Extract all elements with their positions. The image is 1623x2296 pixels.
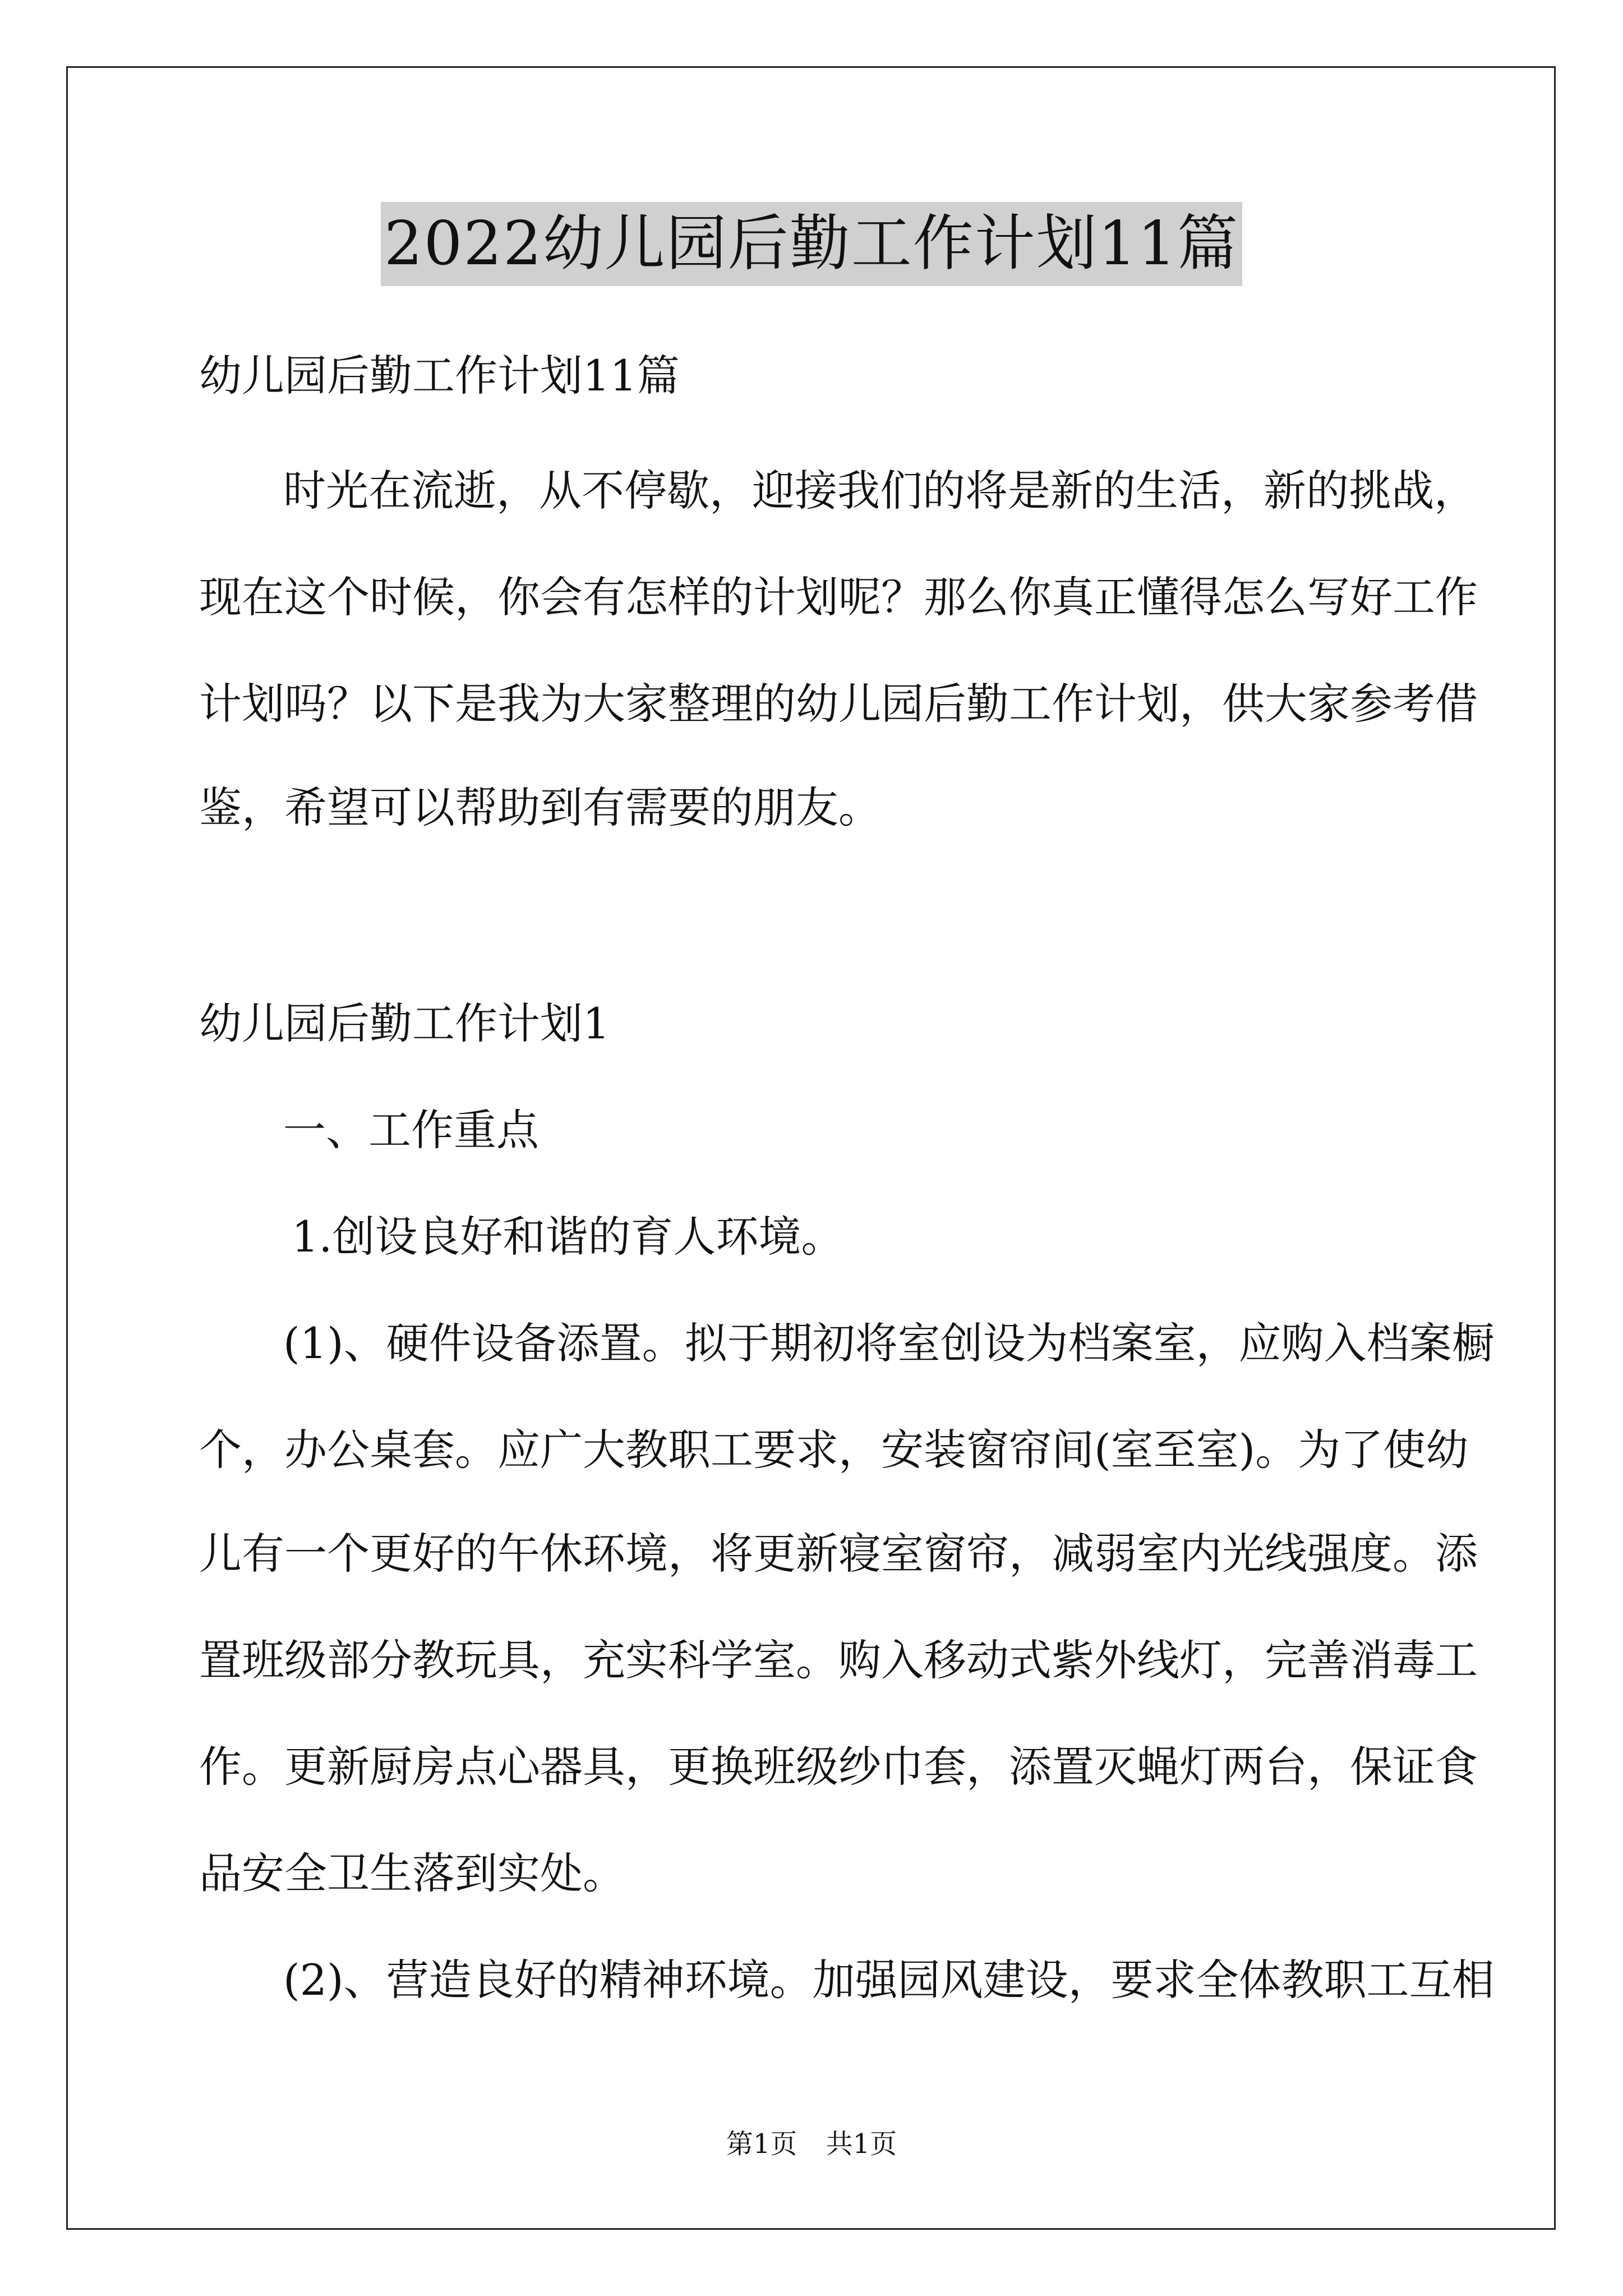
page-number-current: 第1页 xyxy=(726,2128,797,2160)
paragraph-line: 儿有一个更好的午休环境，将更新寝室窗帘，减弱室内光线强度。添 xyxy=(199,1529,1478,1579)
intro-line: 计划吗？以下是我为大家整理的幼儿园后勤工作计划，供大家参考借 xyxy=(199,679,1478,729)
intro-line: 鉴，希望可以帮助到有需要的朋友。 xyxy=(199,783,881,832)
paragraph-line: 个，办公桌套。应广大教职工要求，安装窗帘间(室至室)。为了使幼 xyxy=(199,1425,1469,1475)
title-container xyxy=(0,202,1623,286)
paragraph-line: 作。更新厨房点心器具，更换班级纱巾套，添置灭蝇灯两台，保证食 xyxy=(199,1742,1478,1792)
paragraph-line: (1)、硬件设备添置。拟于期初将室创设为档案室，应购入档案橱 xyxy=(283,1318,1495,1368)
heading-environment: 1.创设良好和谐的育人环境。 xyxy=(292,1212,844,1262)
intro-line: 时光在流逝，从不停歇，迎接我们的将是新的生活，新的挑战， xyxy=(283,466,1477,516)
paragraph-line: 置班级部分教玩具，充实科学室。购入移动式紫外线灯，完善消毒工 xyxy=(199,1635,1478,1685)
page-number-total: 共1页 xyxy=(826,2128,897,2160)
document-title: 2022幼儿园后勤工作计划11篇 xyxy=(381,202,1242,286)
intro-line: 现在这个时候，你会有怎样的计划呢？那么你真正懂得怎么写好工作 xyxy=(199,572,1478,622)
section-heading: 幼儿园后勤工作计划1 xyxy=(199,999,610,1048)
heading-work-focus: 一、工作重点 xyxy=(283,1105,539,1155)
paragraph-line: 品安全卫生落到实处。 xyxy=(199,1848,625,1898)
subtitle: 幼儿园后勤工作计划11篇 xyxy=(199,351,680,401)
page-footer xyxy=(0,2127,1623,2161)
paragraph-line: (2)、营造良好的精神环境。加强园风建设，要求全体教职工互相 xyxy=(283,1955,1495,2005)
